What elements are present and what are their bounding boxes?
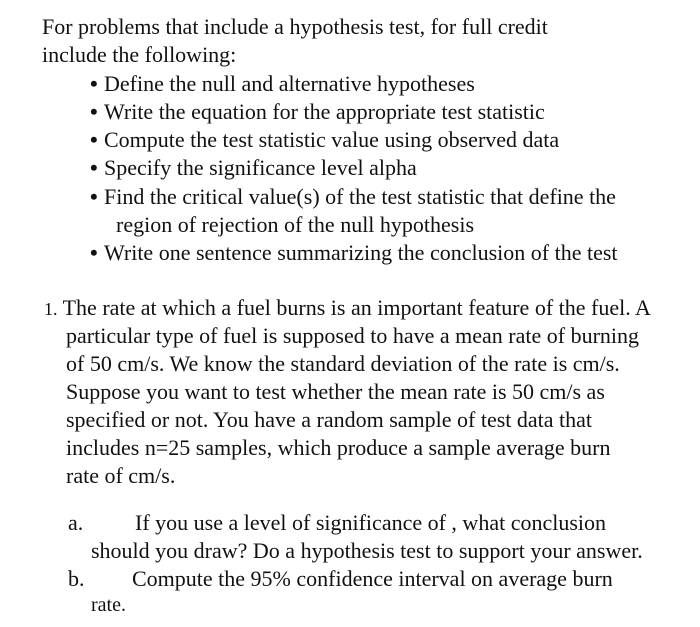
list-item-text: Write the equation for the appropriate test statistic (104, 99, 545, 124)
bullet-icon: • (90, 240, 98, 265)
problem-line-1: The rate at which a fuel burns is an important feature of the fuel. A (62, 295, 651, 320)
problem-line-2: particular type of fuel is supposed to have a mean rate of burning (66, 323, 640, 348)
problem-line-7: rate of cm/s. (66, 463, 176, 488)
bullet-icon: • (90, 184, 98, 209)
bullet-icon: • (90, 155, 98, 180)
part-a-line-2: should you draw? Do a hypothesis test to support your answer. (91, 538, 643, 563)
list-item (90, 127, 559, 153)
bullet-icon: • (90, 127, 98, 152)
list-item-text: Find the critical value(s) of the test statistic that define the (104, 184, 616, 209)
problem-paragraph (44, 295, 651, 322)
bullet-icon: • (90, 99, 98, 124)
intro-line-1: For problems that include a hypothesis test, for full credit (42, 14, 548, 39)
list-item-text: Write one sentence summarizing the conclusion of the test (104, 240, 618, 265)
bullet-icon: • (90, 71, 98, 96)
list-item (90, 155, 417, 181)
list-item (90, 71, 475, 97)
part-b-label: b. (68, 566, 85, 591)
list-item-text: Define the null and alternative hypotheses (104, 71, 475, 96)
part-a-label: a. (68, 510, 84, 535)
problem-number: 1. (44, 299, 58, 319)
part-b-line-2: rate. (91, 594, 126, 616)
problem-line-6: includes n=25 samples, which produce a sample average burn (66, 435, 611, 460)
list-item (90, 184, 616, 210)
list-item (90, 240, 618, 266)
list-item-text: Compute the test statistic value using observed data (104, 127, 560, 152)
problem-line-5: specified or not. You have a random sample of test data that (66, 407, 593, 432)
part-a-line-1: If you use a level of significance of , what conclusion (135, 510, 607, 535)
list-item (90, 99, 545, 125)
intro-line-2: include the following: (42, 42, 237, 67)
problem-line-4: Suppose you want to test whether the mean rate is 50 cm/s as (66, 379, 605, 404)
problem-line-3: of 50 cm/s. We know the standard deviation of the rate is cm/s. (66, 351, 620, 376)
list-item-continuation: region of rejection of the null hypothesis (116, 212, 475, 237)
list-item-text: Specify the significance level alpha (104, 155, 417, 180)
part-b-line-1: Compute the 95% confidence interval on average burn (132, 566, 613, 591)
